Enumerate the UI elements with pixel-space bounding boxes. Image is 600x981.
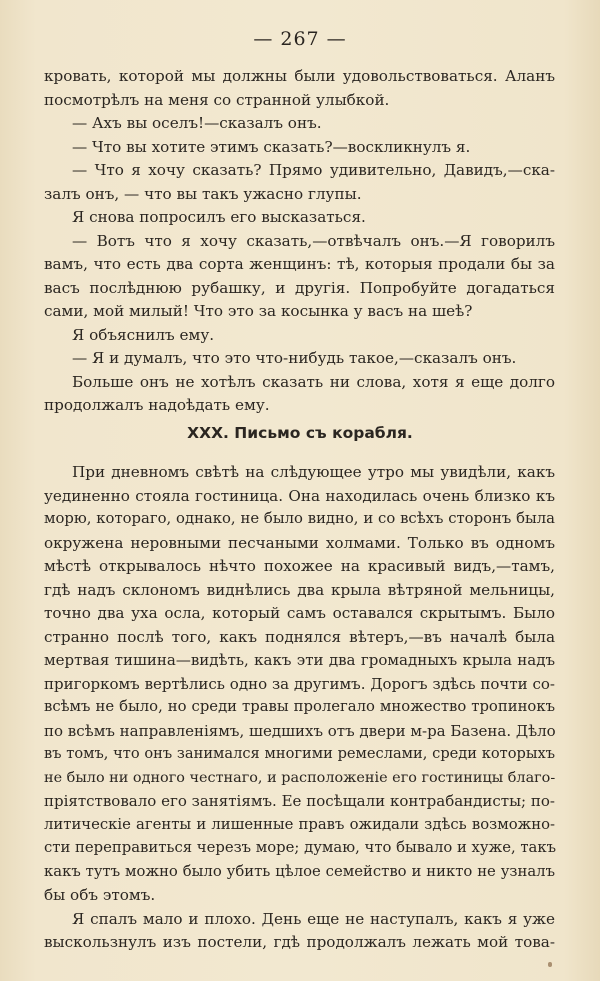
text-line: выскользнулъ изъ постели, гдѣ продолжалъ лежать мой това-: [44, 933, 555, 951]
text-line: васъ послѣднюю рубашку, и другія. Попробуйте догадаться: [44, 279, 555, 297]
text-line: — Вотъ что я хочу сказать,—отвѣчалъ онъ.—Я говорилъ: [72, 232, 555, 250]
text-line: При дневномъ свѣтѣ на слѣдующее утро мы увидѣли, какъ: [72, 463, 555, 481]
text-line: Я снова попросилъ его высказаться.: [72, 208, 366, 226]
text-line: въ томъ, что онъ занимался многими ремеслами, среди которыхъ: [44, 745, 555, 762]
text-line: странно послѣ того, какъ поднялся вѣтеръ,—въ началѣ была: [44, 628, 555, 646]
text-line: пригоркомъ вертѣлись одно за другимъ. Дорогъ здѣсь почти со-: [44, 675, 555, 693]
text-line: Я объяснилъ ему.: [72, 326, 215, 344]
text-line: не было ни одного честнаго, и расположеніе его гостиницы благо-: [44, 770, 556, 786]
text-line: литическіе агенты и лишенные правъ ожидали здѣсь возможно-: [44, 816, 555, 833]
text-line: Больше онъ не хотѣлъ сказать ни слова, хотя я еще долго: [72, 373, 555, 391]
text-line: уединенно стояла гостиница. Она находилась очень близко къ: [44, 487, 555, 505]
text-line: мѣстѣ открывалось нѣчто похожее на красивый видъ,—тамъ,: [44, 557, 555, 575]
text-line: сти переправиться черезъ море; думаю, что бывало и хуже, такъ: [44, 839, 557, 856]
text-line: бы объ этомъ.: [44, 886, 156, 904]
text-line: сами, мой милый! Что это за косынка у васъ на шеѣ?: [44, 302, 473, 320]
text-line: гдѣ надъ склономъ виднѣлись два крыла вѣтряной мельницы,: [44, 581, 555, 599]
paper-speck: [548, 962, 552, 967]
text-line: окружена неровными песчаными холмами. Только въ одномъ: [44, 534, 555, 552]
text-line: точно два уха осла, который самъ оставался скрытымъ. Было: [44, 604, 555, 622]
page-number: — 267 —: [253, 28, 347, 50]
text-line: посмотрѣлъ на меня со странной улыбкой.: [44, 91, 390, 109]
chapter-heading: XXX. Письмо съ корабля.: [187, 424, 413, 442]
text-line: по всѣмъ направленіямъ, шедшихъ отъ двери м-ра Базена. Дѣло: [44, 722, 556, 740]
text-line: всѣмъ не было, но среди травы пролегало множество тропинокъ: [44, 698, 555, 715]
text-line: — Что я хочу сказать? Прямо удивительно, Давидъ,—ска-: [72, 161, 555, 179]
text-line: Я спалъ мало и плохо. День еще не наступалъ, какъ я уже: [72, 910, 555, 928]
text-line: пріятствовало его занятіямъ. Ее посѣщали контрабандисты; по-: [44, 792, 555, 810]
text-line: залъ онъ, — что вы такъ ужасно глупы.: [44, 185, 362, 203]
text-line: — Что вы хотите этимъ сказать?—воскликнулъ я.: [72, 138, 471, 156]
text-line: морю, котораго, однако, не было видно, и со всѣхъ сторонъ была: [44, 510, 555, 527]
text-line: — Я и думалъ, что это что-нибудь такое,—сказалъ онъ.: [72, 349, 517, 367]
text-line: вамъ, что есть два сорта женщинъ: тѣ, которыя продали бы за: [44, 255, 555, 273]
text-line: какъ тутъ можно было убить цѣлое семейство и никто не узналъ: [44, 863, 555, 880]
text-line: кровать, которой мы должны были удовольствоваться. Аланъ: [44, 67, 555, 85]
text-line: мертвая тишина—видѣть, какъ эти два громадныхъ крыла надъ: [44, 651, 555, 669]
text-line: — Ахъ вы оселъ!—сказалъ онъ.: [72, 114, 322, 132]
text-line: продолжалъ надоѣдать ему.: [44, 396, 270, 414]
